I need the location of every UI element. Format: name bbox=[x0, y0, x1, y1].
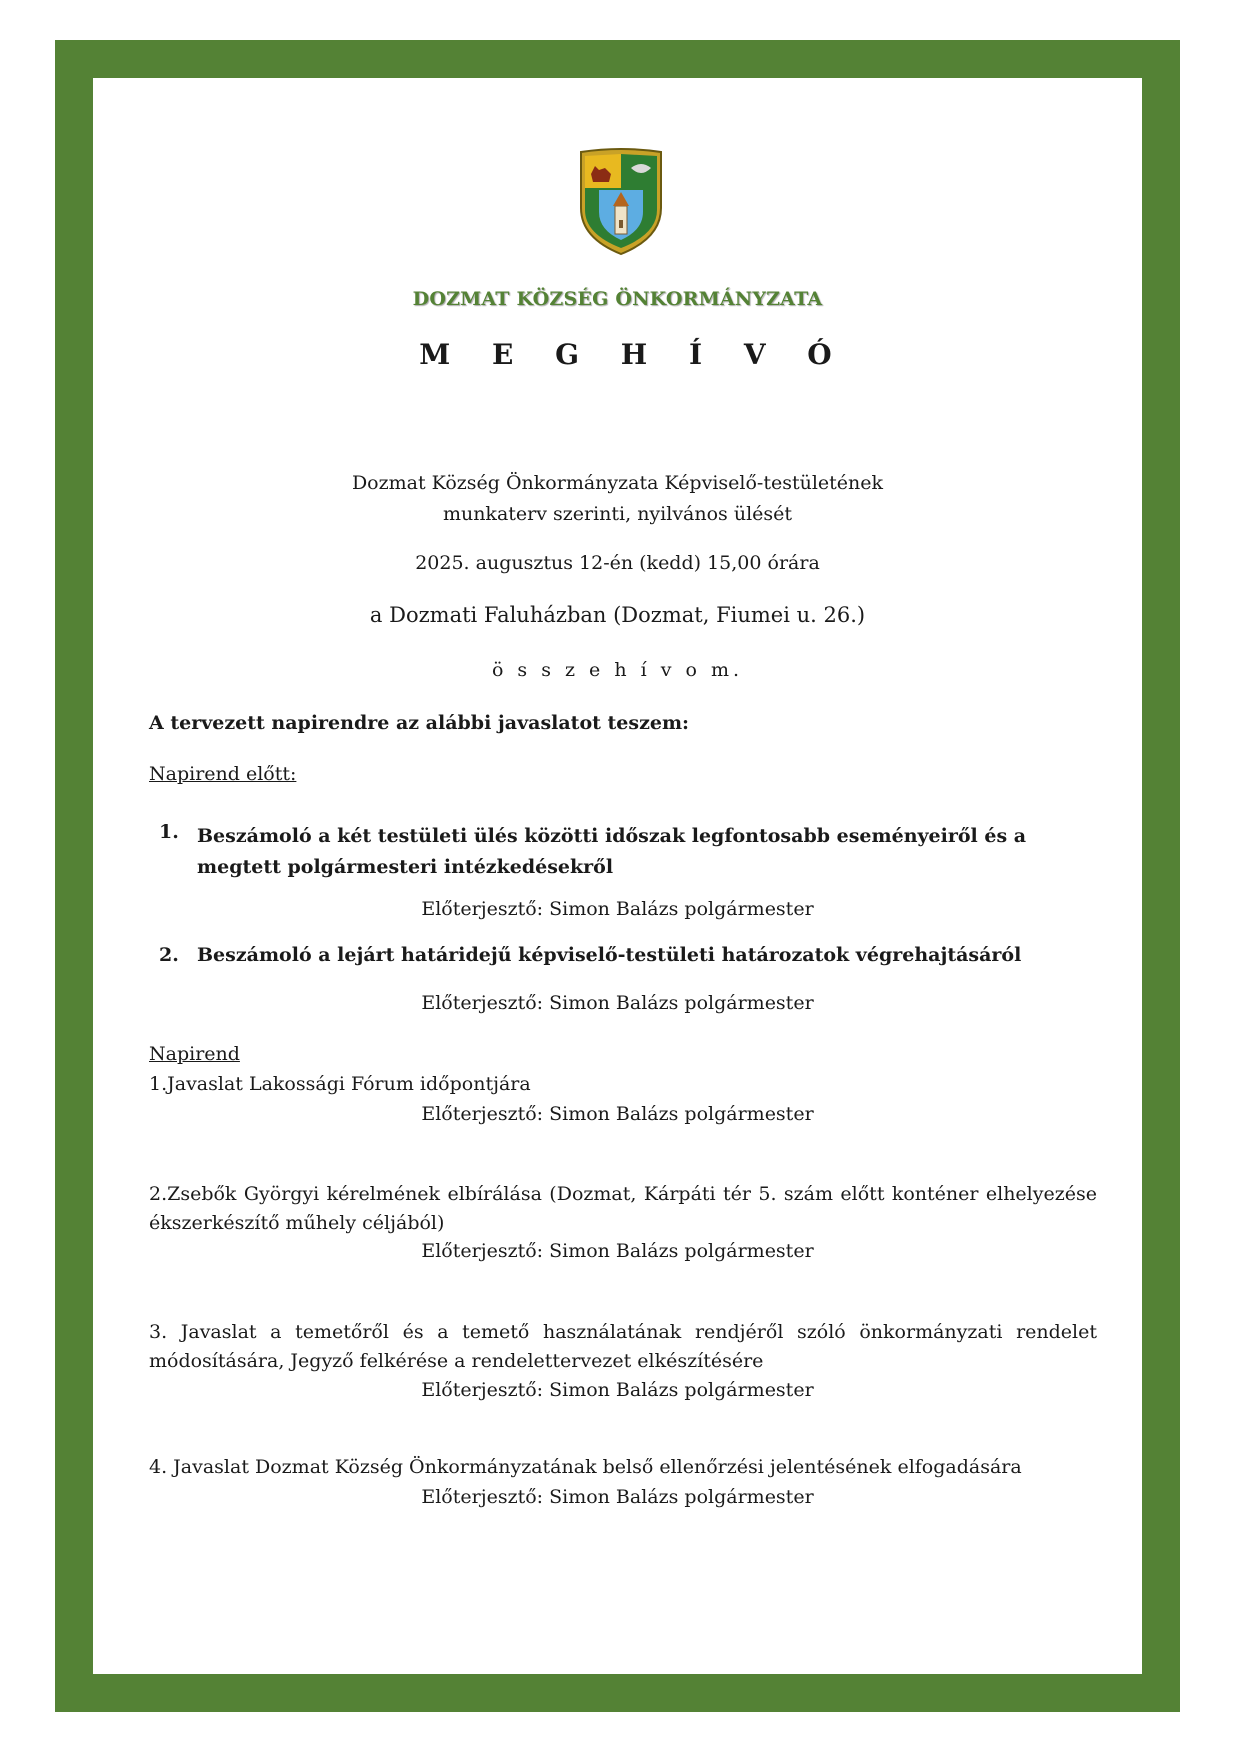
presenter-line: Előterjesztő: Simon Balázs polgármester bbox=[421, 1103, 814, 1125]
agenda-item: 4. Javaslat Dozmat Község Önkormányzatának belső ellenőrzési jelentésének elfogadására bbox=[149, 1456, 1022, 1478]
intro-line-2: munkaterv szerinti, nyilvános ülését bbox=[442, 503, 793, 525]
meeting-place: a Dozmati Faluházban (Dozmat, Fiumei u. 26.) bbox=[369, 603, 866, 627]
agenda-heading: Napirend bbox=[149, 1043, 240, 1065]
presenter-line: Előterjesztő: Simon Balázs polgármester bbox=[421, 898, 814, 920]
presenter-line: Előterjesztő: Simon Balázs polgármester bbox=[421, 1379, 814, 1401]
document-title: M E G H Í V Ó bbox=[419, 338, 848, 371]
pre-agenda-item-text: Beszámoló a két testületi ülés közötti időszak legfontosabb eseményeiről és a megtett polgármesteri intézkedésekről bbox=[197, 825, 1027, 878]
organization-name: DOZMAT KÖZSÉG ÖNKORMÁNYZATA bbox=[412, 288, 823, 310]
presenter-line: Előterjesztő: Simon Balázs polgármester bbox=[421, 992, 814, 1014]
coat-of-arms-icon bbox=[575, 148, 667, 256]
intro-line-1: Dozmat Község Önkormányzata Képviselő-testületének bbox=[351, 472, 884, 494]
presenter-line: Előterjesztő: Simon Balázs polgármester bbox=[421, 1486, 814, 1508]
agenda-lead: A tervezett napirendre az alábbi javaslatot teszem: bbox=[149, 712, 690, 734]
meeting-date: 2025. augusztus 12-én (kedd) 15,00 órára bbox=[415, 552, 820, 574]
presenter-line: Előterjesztő: Simon Balázs polgármester bbox=[421, 1240, 814, 1262]
convene-text: ö s s z e h í v o m. bbox=[491, 659, 744, 681]
pre-agenda-item-text: Beszámoló a lejárt határidejű képviselő-testületi határozatok végrehajtásáról bbox=[197, 944, 1022, 966]
agenda-item: 2.Zsebők Györgyi kérelmének elbírálása (Dozmat, Kárpáti tér 5. szám előtt konténer elhelyezése ékszerkészítő műhely céljából) bbox=[149, 1183, 1097, 1234]
pre-agenda-heading: Napirend előtt: bbox=[149, 763, 297, 785]
agenda-item: 3. Javaslat a temetőről és a temető használatának rendjéről szóló önkormányzati rendelet módosítására, Jegyző felkérése a rendelettervezet elkészítésére bbox=[149, 1321, 1097, 1372]
agenda-item: 1.Javaslat Lakossági Fórum időpontjára bbox=[149, 1073, 531, 1095]
pre-agenda-item-number: 1. bbox=[159, 821, 179, 843]
pre-agenda-item-number: 2. bbox=[159, 944, 179, 966]
